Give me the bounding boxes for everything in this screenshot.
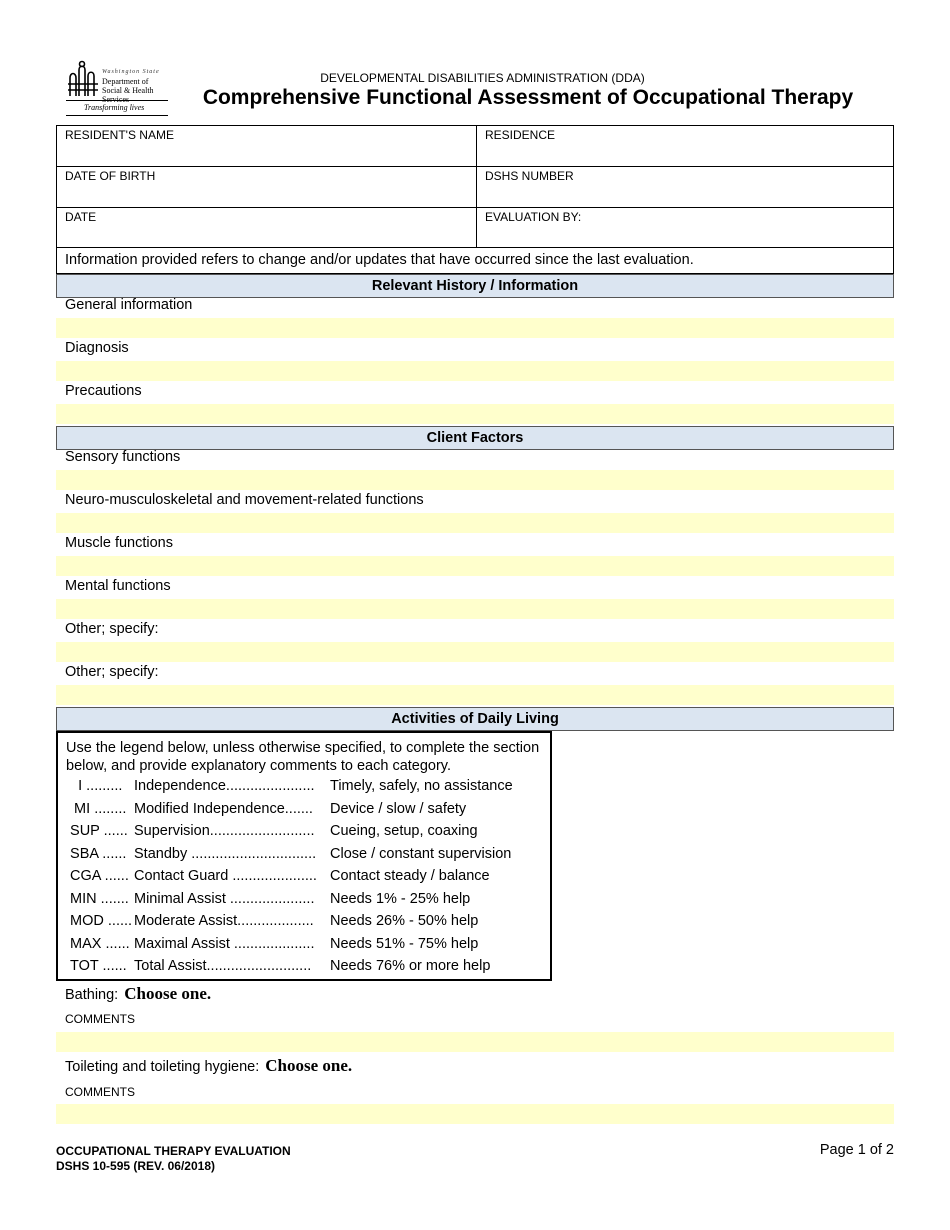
other-specify-label: Other; specify: — [65, 621, 159, 637]
legend-row — [66, 933, 542, 956]
legend-level: Contact Guard ..................... — [134, 868, 317, 884]
bathing-label: Bathing: — [65, 987, 119, 1003]
toileting-label: Toileting and toileting hygiene: — [65, 1059, 260, 1075]
id-row — [57, 167, 893, 208]
legend-code: I ......... — [66, 778, 123, 794]
legend-level: Modified Independence....... — [134, 800, 313, 817]
dshs-number-field[interactable]: DSHS NUMBER — [476, 167, 893, 207]
bathing-comments-label: COMMENTS — [65, 1012, 135, 1026]
bathing-choose-dropdown[interactable]: Choose one. — [124, 984, 212, 1003]
legend-row — [66, 798, 542, 821]
dshs-logo — [64, 60, 168, 116]
other-specify-label: Other; specify: — [65, 664, 159, 680]
residence-field[interactable]: RESIDENCE — [476, 126, 893, 166]
diagnosis-input[interactable] — [56, 361, 894, 381]
general-information-label: General information — [65, 297, 193, 313]
page-title: Comprehensive Functional Assessment of Occupational Therapy — [202, 86, 854, 109]
dshs-emblem-icon — [66, 60, 100, 100]
neuro-musculoskeletal-input[interactable] — [56, 513, 894, 533]
legend-meaning: Needs 1% - 25% help — [330, 890, 471, 907]
legend-meaning: Cueing, setup, coaxing — [330, 823, 478, 839]
legend-level: Standby ............................... — [134, 845, 317, 862]
legend-row — [66, 955, 542, 978]
legend-level: Independence...................... — [134, 778, 315, 794]
id-row — [57, 126, 893, 167]
sensory-functions-input[interactable] — [56, 470, 894, 490]
date-of-birth-field[interactable]: DATE OF BIRTH — [65, 169, 156, 183]
legend-code: SUP ...... — [66, 823, 128, 839]
other-specify-input[interactable] — [56, 642, 894, 662]
toileting-comments-input[interactable] — [56, 1104, 894, 1124]
footer-form-name: OCCUPATIONAL THERAPY EVALUATION — [56, 1144, 291, 1158]
legend-level: Supervision.......................... — [134, 823, 315, 839]
muscle-functions-label: Muscle functions — [65, 535, 173, 551]
section-header-adl: Activities of Daily Living — [56, 707, 894, 731]
legend-meaning: Contact steady / balance — [330, 868, 490, 884]
legend-code: TOT ...... — [66, 958, 127, 974]
legend-code: MOD ...... — [66, 913, 133, 929]
mental-functions-label: Mental functions — [65, 578, 171, 594]
other-specify-input[interactable] — [56, 685, 894, 705]
logo-tagline: Transforming lives — [84, 103, 145, 112]
legend-row — [66, 910, 542, 933]
bathing-comments-input[interactable] — [56, 1032, 894, 1052]
legend-code: SBA ...... — [66, 845, 127, 862]
legend-meaning: Timely, safely, no assistance — [330, 778, 513, 794]
muscle-functions-input[interactable] — [56, 556, 894, 576]
logo-rule — [66, 100, 168, 101]
agency-name: DEVELOPMENTAL DISABILITIES ADMINISTRATION (DDA) — [320, 71, 645, 85]
legend-row — [66, 888, 542, 911]
logo-rule-bottom — [66, 115, 168, 116]
neuro-musculoskeletal-label: Neuro-musculoskeletal and movement-related functions — [65, 492, 424, 508]
legend-intro: Use the legend below, unless otherwise specified, to complete the section below, and provide explanatory comments to each category. — [66, 740, 540, 774]
legend-row — [66, 820, 542, 843]
section-header-client-factors: Client Factors — [56, 426, 894, 450]
page-number: Page 1 of 2 — [819, 1142, 894, 1158]
legend-level: Moderate Assist................... — [134, 913, 314, 929]
legend-level: Total Assist.......................... — [134, 958, 312, 974]
bathing-item — [65, 984, 211, 1004]
mental-functions-input[interactable] — [56, 599, 894, 619]
legend-row — [66, 775, 542, 798]
legend-row — [66, 865, 542, 888]
resident-name-field[interactable]: RESIDENT'S NAME — [65, 128, 174, 142]
adl-legend-box — [56, 731, 552, 981]
id-row — [57, 208, 893, 247]
toileting-comments-label: COMMENTS — [65, 1085, 135, 1099]
legend-code: MIN ....... — [66, 890, 129, 907]
footer-form-info — [56, 1144, 291, 1174]
evaluation-by-field[interactable]: EVALUATION BY: — [476, 208, 893, 247]
legend-meaning: Needs 76% or more help — [330, 958, 491, 974]
sensory-functions-label: Sensory functions — [65, 449, 181, 465]
toileting-item — [65, 1056, 352, 1076]
legend-code: MI ........ — [66, 800, 127, 817]
legend-level: Maximal Assist .................... — [134, 935, 315, 952]
legend-level: Minimal Assist ..................... — [134, 890, 315, 907]
legend-row — [66, 843, 542, 866]
date-field[interactable]: DATE — [65, 210, 97, 224]
toileting-choose-dropdown[interactable]: Choose one. — [265, 1056, 353, 1075]
legend-meaning: Needs 51% - 75% help — [330, 935, 479, 952]
info-note: Information provided refers to change and/or updates that have occurred since the last evaluation. — [56, 246, 894, 274]
legend-code: MAX ...... — [66, 935, 130, 952]
footer-form-number: DSHS 10-595 (REV. 06/2018) — [56, 1159, 215, 1173]
precautions-label: Precautions — [65, 383, 142, 399]
section-header-history: Relevant History / Information — [56, 274, 894, 298]
legend-meaning: Device / slow / safety — [330, 800, 467, 817]
logo-state-label: Washington State — [102, 69, 160, 75]
diagnosis-label: Diagnosis — [65, 340, 129, 356]
general-information-input[interactable] — [56, 318, 894, 338]
legend-meaning: Needs 26% - 50% help — [330, 913, 479, 929]
precautions-input[interactable] — [56, 404, 894, 424]
legend-meaning: Close / constant supervision — [330, 845, 512, 862]
identification-table — [56, 125, 894, 248]
legend-code: CGA ...... — [66, 868, 129, 884]
logo-department-label: Department of Social & Health Services — [102, 77, 154, 104]
